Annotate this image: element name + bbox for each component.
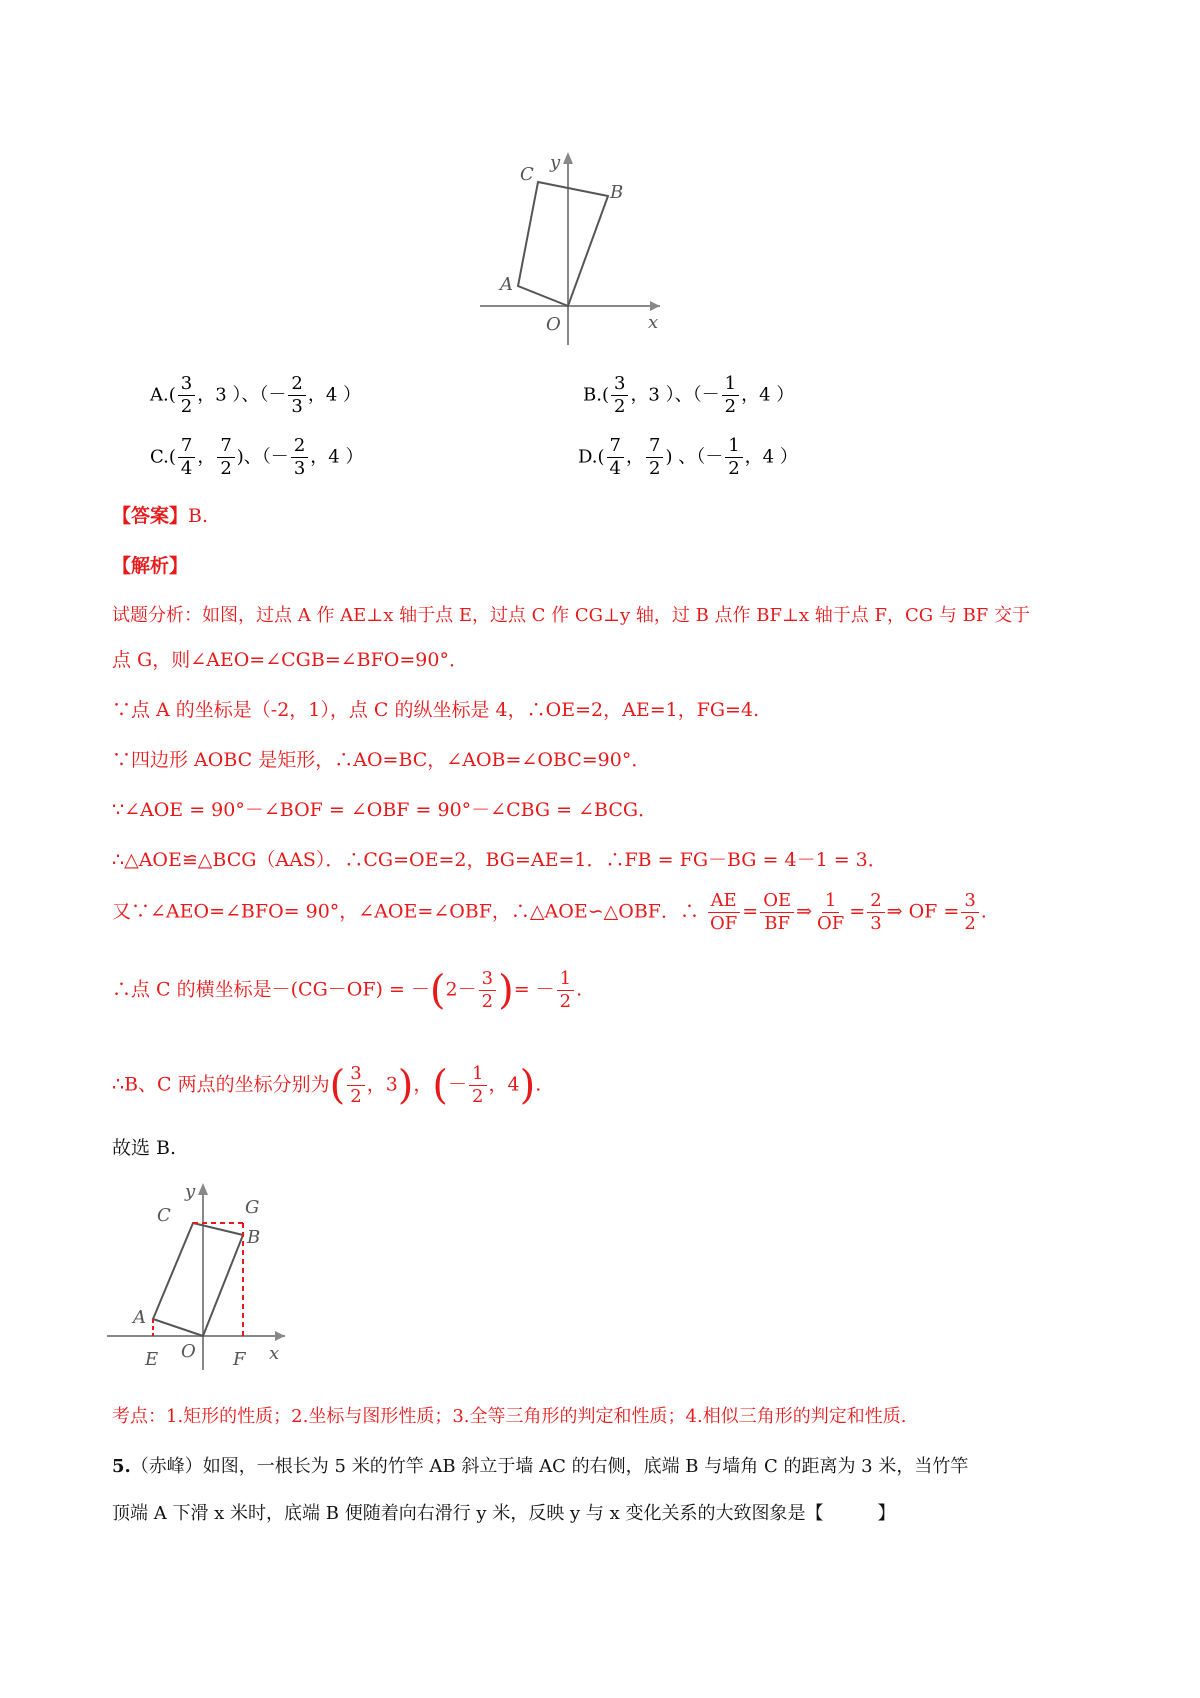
- analysis-line-9: ∴B、C 两点的坐标分别为( $\frac{3}{2}$ ，3)，(－ $\frac{1}{2}$ ，4).: [112, 1062, 542, 1109]
- option-c[interactable]: C.( $\frac{7}{4}$ ， $\frac{7}{2}$ )、（－ $\frac{2}{3}$ ，4 ）: [150, 435, 364, 479]
- question-5-line-1: 5.（赤峰）如图，一根长为 5 米的竹竿 AB 斜立于墙 AC 的右侧，底端 B 与墙角 C 的距离为 3 米，当竹竿: [112, 1456, 969, 1477]
- analysis-line-1: 试题分析：如图，过点 A 作 AE⊥x 轴于点 E，过点 C 作 CG⊥y 轴，过 B 点作 BF⊥x 轴于点 F，CG 与 BF 交于: [112, 605, 1031, 626]
- analysis-line-8: ∴点 C 的横坐标是－(CG－OF) = －(2－ $\frac{3}{2}$ )= － $\frac{1}{2}$ .: [112, 967, 583, 1014]
- analysis-line-5: ∵∠AOE = 90°－∠BOF = ∠OBF = 90°－∠CBG = ∠BCG．: [112, 799, 658, 821]
- analysis-tag: 【解析】: [112, 555, 189, 577]
- analysis-line-3: ∵点 A 的坐标是（-2，1），点 C 的纵坐标是 4，∴OE=2，AE=1，FG=4.: [112, 699, 760, 721]
- fig2-label-G: G: [245, 1197, 260, 1218]
- answer-value: B.: [188, 505, 209, 527]
- option-a[interactable]: A.( $\frac{3}{2}$ ，3 ）、（－ $\frac{2}{3}$ ，4 ）: [150, 373, 362, 417]
- fig2-label-y: y: [185, 1181, 196, 1202]
- analysis-line-2: 点 G，则∠AEO=∠CGB=∠BFO=90°．: [112, 649, 468, 671]
- fig1-label-O: O: [546, 314, 561, 335]
- question-5-number: 5.: [112, 1456, 131, 1477]
- fig1-label-A: A: [500, 274, 513, 295]
- analysis-line-4: ∵四边形 AOBC 是矩形，∴AO=BC，∠AOB=∠OBC=90°．: [112, 749, 651, 771]
- fig1-label-B: B: [610, 182, 624, 203]
- fig2-label-O: O: [181, 1341, 196, 1362]
- answer-tag: 【答案】: [112, 505, 189, 527]
- fig1-label-y: y: [550, 152, 561, 173]
- fig2-label-B: B: [247, 1227, 261, 1248]
- fig2-label-x: x: [269, 1343, 280, 1364]
- fig1-label-C: C: [520, 164, 534, 185]
- analysis-line-7: 又∵∠AEO=∠BFO= 90°，∠AOE=∠OBF，∴△AOE∽△OBF．∴ $\frac{AE}{OF}$ = $\frac{OE}{BF}$ ⇒ $\frac{1}{OF}$ = $\frac{2}{3}$ ⇒ OF = $\frac{3}{2}$ .: [112, 890, 987, 934]
- option-b[interactable]: B.( $\frac{3}{2}$ ，3 ）、（－ $\frac{1}{2}$ ，4 ）: [583, 373, 795, 417]
- fig1-label-x: x: [648, 312, 659, 333]
- fig2-label-E: E: [145, 1349, 159, 1370]
- fig2-label-F: F: [233, 1349, 246, 1370]
- fig2-label-A: A: [133, 1307, 146, 1328]
- question-5-line-2: 顶端 A 下滑 x 米时，底端 B 便随着向右滑行 y 米，反映 y 与 x 变化关系的大致图象是【 】: [112, 1503, 896, 1524]
- answer-line: [112, 502, 208, 530]
- kaodian-line: 考点：1.矩形的性质；2.坐标与图形性质；3.全等三角形的判定和性质；4.相似三角形的判定和性质.: [112, 1406, 907, 1427]
- option-d[interactable]: D.( $\frac{7}{4}$ ， $\frac{7}{2}$ ) 、（－ $\frac{1}{2}$ ，4 ）: [578, 435, 798, 479]
- figure-rectangle-construction: [105, 1175, 305, 1375]
- conclusion-line: 故选 B.: [112, 1137, 177, 1159]
- fig2-label-C: C: [157, 1205, 171, 1226]
- analysis-line-6: ∴△AOE≌△BCG（AAS）．∴CG=OE=2，BG=AE=1．∴FB = FG－BG = 4－1 = 3．: [112, 849, 887, 871]
- figure-rectangle-coordinate: [480, 150, 680, 350]
